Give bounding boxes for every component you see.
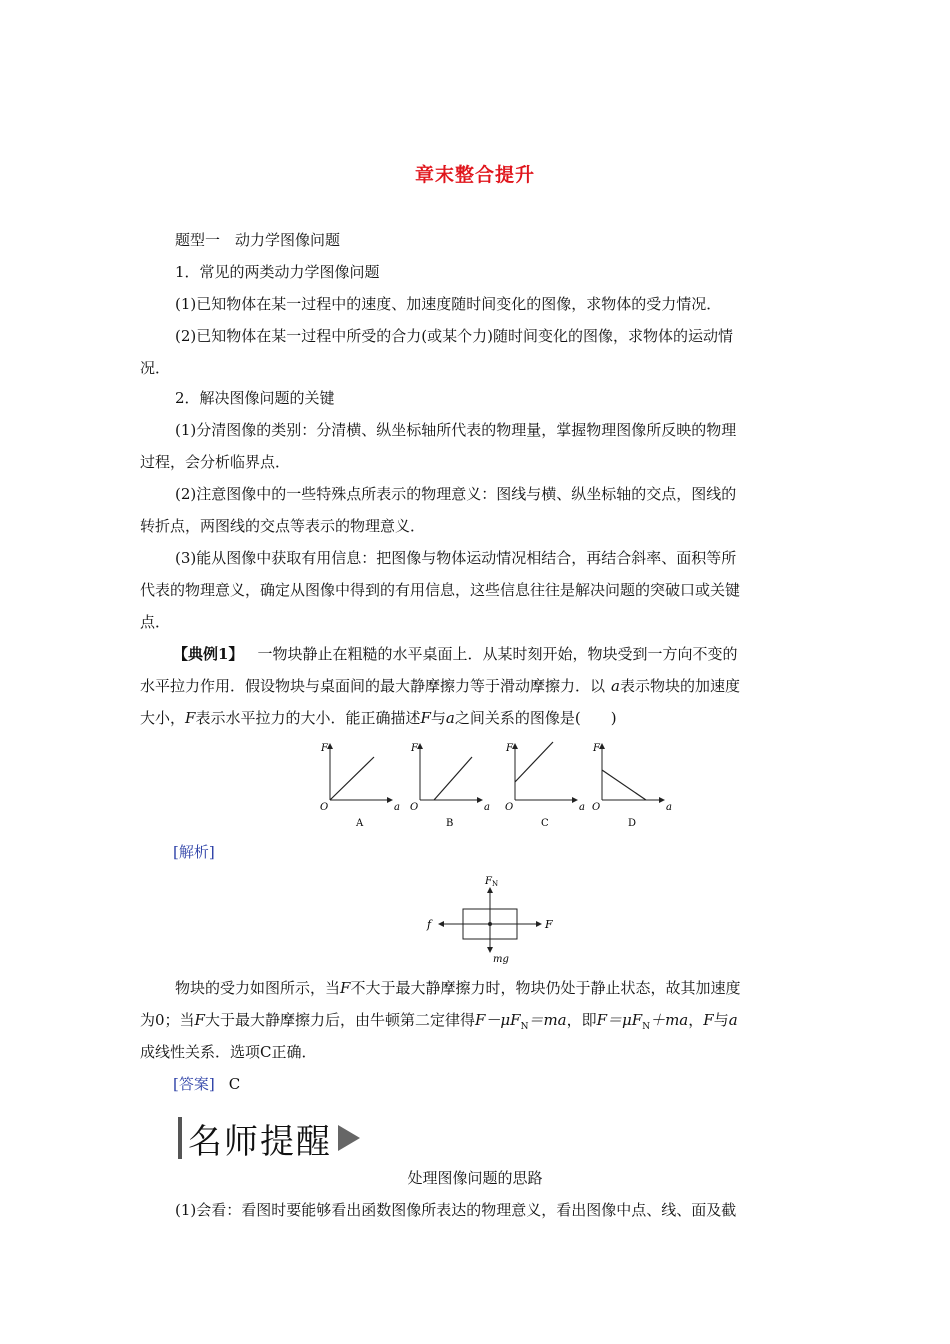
graph-line [434,757,472,800]
graph-option-label: A [356,818,364,829]
var-a: a [611,677,620,695]
paragraph-line: 转折点，两图线的交点等表示的物理意义． [140,517,426,535]
paragraph-line: (2)注意图像中的一些特殊点所表示的物理意义：图线与横、纵坐标轴的交点，图线的 [175,485,737,503]
para-heading: 2．解决图像问题的关键 [175,389,335,407]
graph-origin-label: O [505,802,514,813]
analysis-text: 与 [713,1011,729,1029]
paragraph-line: (1)分清图像的类别：分清横、纵坐标轴所代表的物理量，掌握物理图像所反映的物理 [175,421,737,439]
example-text: 大小， [140,709,186,727]
analysis-text: ， [688,1011,704,1029]
label-fn-sub: N [492,880,499,888]
free-body-diagram [425,872,565,966]
example-tag: 【典例1】 [173,645,244,663]
var-F: F [194,1011,205,1029]
paragraph-line: 点． [140,613,171,631]
var-F: F [185,709,196,727]
graph-axis-label-a: a [666,802,672,813]
paragraph-line: 况． [140,359,171,377]
graph-origin-label: O [410,802,419,813]
formula-part: F－μF [474,1011,521,1029]
tip-banner-text: 名师提醒 [188,1121,332,1162]
analysis-text: 不大于最大静摩擦力时，物块仍处于静止状态，故其加速度 [350,979,741,997]
paragraph-line: (1)已知物体在某一过程中的速度、加速度随时间变化的图像，求物体的受力情况． [175,295,722,313]
label-mg: mg [493,954,509,965]
label-f: f [427,918,432,931]
section-heading: 题型一 动力学图像问题 [175,231,341,249]
analysis-text: 为0；当 [140,1011,195,1029]
label-fn: F [485,876,492,887]
answer-value: C [228,1075,241,1093]
graph-axis-label-a: a [484,802,490,813]
formula-sub: N [642,1022,651,1032]
analysis-line [175,978,740,998]
graph-option-label: B [446,818,454,829]
paragraph-line: (3)能从图像中获取有用信息：把图像与物体运动情况相结合，再结合斜率、面积等所 [175,549,737,567]
analysis-line: 成线性关系．选项C正确． [140,1043,317,1061]
example-text: 表示物块的加速度 [619,677,740,695]
example-text: 水平拉力作用．假设物块与桌面间的最大静摩擦力等于滑动摩擦力．以 [140,677,606,695]
answer-tag: [答案] [173,1075,215,1093]
graph-line [515,742,553,782]
graph-axis-label-F: F [321,743,328,754]
formula-part: F＝μF [596,1011,643,1029]
answer-line [173,1074,240,1094]
graph-axis-label-a: a [394,802,400,813]
paragraph-line: 代表的物理意义，确定从图像中得到的有用信息，这些信息往往是解决问题的突破口或关键 [140,581,741,599]
graph-axis-label-F: F [506,743,513,754]
var-F: F [703,1011,714,1029]
var-a: a [728,1011,738,1029]
analysis-text: ，即 [566,1011,597,1029]
graph-axis-label-F: F [411,743,418,754]
graph-origin-label: O [320,802,329,813]
tip-line: (1)会看：看图时要能够看出函数图像所表达的物理意义，看出图像中点、线、面及截 [175,1201,737,1219]
page-title: 章末整合提升 [414,164,535,186]
analysis-line [140,1010,738,1037]
label-F: F [545,918,553,931]
graph-line [330,757,374,800]
formula-part: ＋ma [650,1011,689,1029]
analysis-tag: [解析] [173,843,215,861]
option-graphs [310,740,680,832]
example-line [140,676,740,696]
var-a: a [445,709,455,727]
example-text: 表示水平拉力的大小．能正确描述 [195,709,421,727]
analysis-text: 大于最大静摩擦力后，由牛顿第二定律得 [204,1011,475,1029]
graph-axis-label-a: a [579,802,585,813]
tip-banner [178,1116,360,1160]
var-F: F [340,979,351,997]
graph-line [602,770,646,800]
triangle-arrow-icon [338,1125,360,1151]
formula-sub: N [520,1022,529,1032]
example-text: 之间关系的图像是( ) [454,709,617,727]
graph-option-label: D [628,818,637,829]
formula-part: ＝ma [528,1011,567,1029]
graph-origin-label: O [592,802,601,813]
paragraph-line: (2)已知物体在某一过程中所受的合力(或某个力)随时间变化的图像，求物体的运动情 [175,327,733,345]
example-line [140,708,617,728]
graph-option-label: C [541,818,549,829]
tip-title: 处理图像问题的思路 [407,1169,543,1187]
example-text: 与 [430,709,446,727]
tip-banner-bar [178,1117,182,1159]
graph-axis-label-F: F [593,743,600,754]
example-text: 一物块静止在粗糙的水平桌面上．从某时刻开始，物块受到一方向不变的 [257,645,738,663]
var-F: F [420,709,431,727]
analysis-text: 物块的受力如图所示，当 [175,979,341,997]
paragraph-line: 过程，会分析临界点． [140,453,291,471]
para-heading: 1．常见的两类动力学图像问题 [175,263,380,281]
example-line [173,644,737,664]
center-point [488,922,492,926]
